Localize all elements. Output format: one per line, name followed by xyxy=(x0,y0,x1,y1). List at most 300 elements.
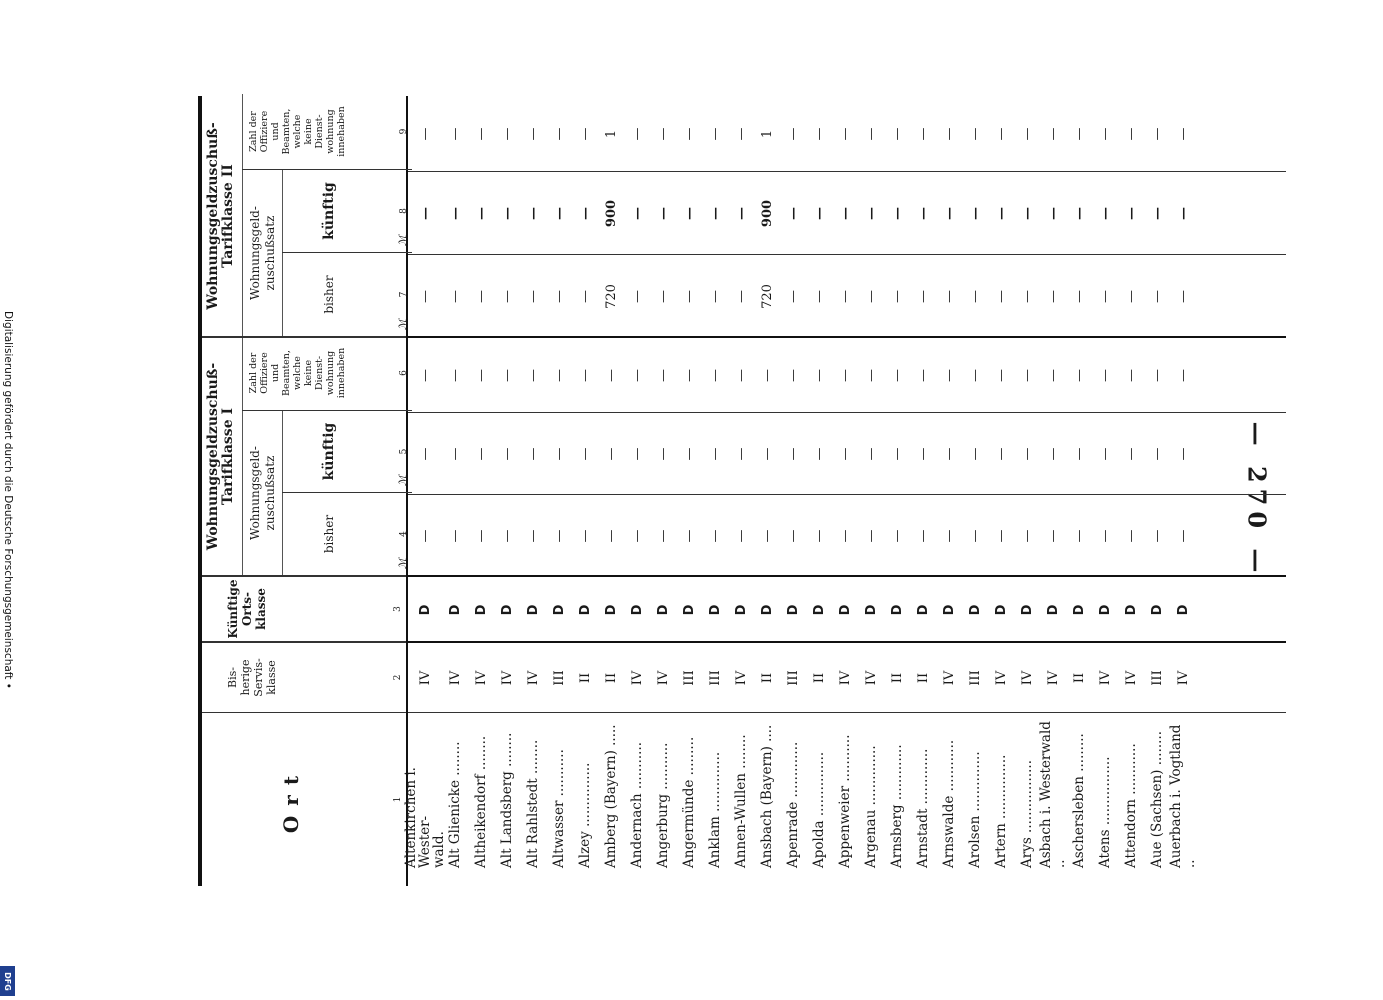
cell-tk2-zahl: — xyxy=(785,127,801,141)
cell-tk2-bisher: — xyxy=(967,290,983,303)
cell-kuenftige: D xyxy=(1175,604,1191,616)
unit-8: ℳ xyxy=(398,235,409,246)
cell-bisherige: IV xyxy=(525,670,541,686)
cell-tk1-kuenftig: — xyxy=(1175,447,1191,461)
table-row xyxy=(468,96,494,886)
cell-bisherige: IV xyxy=(417,670,433,686)
cell-tk1-kuenftig: — xyxy=(1149,447,1165,461)
cell-ort: Ansbach (Bayern) .... xyxy=(759,724,775,868)
table-header xyxy=(198,96,408,886)
cell-kuenftige: D xyxy=(863,604,879,616)
cell-tk1-zahl: — xyxy=(785,369,801,382)
cell-tk1-bisher: — xyxy=(525,529,541,543)
cell-tk2-bisher: — xyxy=(707,290,723,303)
header-kuenftige-label: Künftige Orts- klasse xyxy=(226,579,268,639)
page-number: — 270 — xyxy=(1242,421,1272,579)
cell-tk1-zahl: — xyxy=(915,369,931,382)
cell-tk2-kuenftig: — xyxy=(1019,207,1035,220)
cell-tk1-zahl: — xyxy=(733,369,749,382)
cell-tk1-kuenftig: — xyxy=(889,447,905,461)
table-row xyxy=(936,96,962,886)
cell-tk1-kuenftig: — xyxy=(417,447,433,461)
cell-tk1-bisher: — xyxy=(759,529,775,543)
cell-ort: Alzey ............... xyxy=(577,762,593,868)
cell-tk1-zahl: — xyxy=(417,369,433,382)
cell-tk1-zahl: — xyxy=(551,369,567,382)
table-row xyxy=(546,96,572,886)
cell-tk1-bisher: — xyxy=(941,529,957,543)
header-tk2-satz xyxy=(242,170,412,336)
cell-tk1-zahl: — xyxy=(499,369,515,382)
header-tk1-zahl-label: Zahl der Offiziere und Beamten, welche keine Dienst- wohnung innehaben xyxy=(248,347,347,399)
cell-bisherige: II xyxy=(603,672,619,684)
cell-tk2-bisher: — xyxy=(993,290,1009,303)
cell-tk1-kuenftig: — xyxy=(759,447,775,461)
cell-tk2-zahl: — xyxy=(1097,127,1113,141)
table-row xyxy=(962,96,988,886)
cell-tk1-zahl: — xyxy=(525,369,541,382)
cell-tk2-kuenftig: — xyxy=(941,207,957,220)
colnum-5: 5 xyxy=(399,448,409,455)
table-row xyxy=(520,96,546,886)
cell-tk1-bisher: — xyxy=(1019,529,1035,543)
cell-bisherige: IV xyxy=(1045,670,1061,686)
table-row xyxy=(1118,96,1144,886)
cell-tk1-zahl: — xyxy=(577,369,593,382)
table-row xyxy=(832,96,858,886)
cell-tk2-kuenftig: — xyxy=(915,207,931,220)
cell-tk2-kuenftig: — xyxy=(499,207,515,220)
cell-tk2-bisher: — xyxy=(1149,290,1165,303)
cell-tk2-zahl: — xyxy=(941,127,957,141)
cell-tk2-zahl: — xyxy=(1045,127,1061,141)
cell-kuenftige: D xyxy=(915,604,931,616)
cell-ort: Arolsen .............. xyxy=(967,751,983,868)
cell-tk1-bisher: — xyxy=(655,529,671,543)
cell-ort: Amberg (Bayern) ..... xyxy=(603,724,619,868)
cell-tk1-zahl: — xyxy=(889,369,905,382)
cell-tk2-zahl: — xyxy=(1123,127,1139,141)
cell-tk1-kuenftig: — xyxy=(863,447,879,461)
cell-kuenftige: D xyxy=(655,604,671,616)
cell-tk2-kuenftig: — xyxy=(967,207,983,220)
cell-kuenftige: D xyxy=(993,604,1009,616)
cell-tk2-zahl: 1 xyxy=(759,129,775,139)
table-row xyxy=(650,96,676,886)
cell-ort: Attendorn ............ xyxy=(1123,743,1139,868)
cell-tk1-zahl: — xyxy=(993,369,1009,382)
cell-tk2-zahl: — xyxy=(499,127,515,141)
cell-tk1-kuenftig: — xyxy=(993,447,1009,461)
table-row xyxy=(494,96,520,886)
cell-tk2-zahl: — xyxy=(551,127,567,141)
cell-tk1-zahl: — xyxy=(603,369,619,382)
cell-tk2-bisher: — xyxy=(447,290,463,303)
cell-tk1-kuenftig: — xyxy=(811,447,827,461)
cell-tk1-bisher: — xyxy=(577,529,593,543)
cell-tk1-kuenftig: — xyxy=(1019,447,1035,461)
cell-kuenftige: D xyxy=(417,604,433,616)
cell-tk2-kuenftig: — xyxy=(447,207,463,220)
cell-tk2-bisher: 720 xyxy=(759,284,775,309)
cell-tk2-bisher: — xyxy=(785,290,801,303)
table-row xyxy=(780,96,806,886)
cell-tk1-kuenftig: — xyxy=(1045,447,1061,461)
colnum-2: 2 xyxy=(393,674,403,681)
cell-tk2-zahl: — xyxy=(655,127,671,141)
cell-tk2-zahl: — xyxy=(577,127,593,141)
cell-tk2-zahl: — xyxy=(915,127,931,141)
table-row xyxy=(754,96,780,886)
cell-tk1-bisher: — xyxy=(1175,529,1191,543)
header-tarifklasse-1 xyxy=(202,338,409,577)
dfg-logo: DFG xyxy=(0,966,15,996)
table-row xyxy=(1040,96,1066,886)
cell-tk2-zahl: — xyxy=(863,127,879,141)
cell-tk1-kuenftig: — xyxy=(525,447,541,461)
cell-tk1-bisher: — xyxy=(417,529,433,543)
cell-tk2-kuenftig: — xyxy=(785,207,801,220)
cell-tk2-kuenftig: — xyxy=(733,207,749,220)
cell-kuenftige: D xyxy=(603,604,619,616)
cell-tk2-bisher: — xyxy=(629,290,645,303)
cell-kuenftige: D xyxy=(759,604,775,616)
header-kuenftige xyxy=(202,577,406,643)
cell-kuenftige: D xyxy=(551,604,567,616)
cell-tk1-kuenftig: — xyxy=(967,447,983,461)
cell-kuenftige: D xyxy=(1097,604,1113,616)
cell-tk2-kuenftig: — xyxy=(629,207,645,220)
header-tk2-bisher xyxy=(282,253,412,336)
cell-tk1-kuenftig: — xyxy=(551,447,567,461)
cell-ort: Asbach i. Westerwald .. xyxy=(1038,721,1068,868)
table-row xyxy=(806,96,832,886)
table-row xyxy=(1170,96,1196,886)
cell-tk1-kuenftig: — xyxy=(473,447,489,461)
cell-tk1-kuenftig: — xyxy=(629,447,645,461)
cell-tk2-zahl: — xyxy=(681,127,697,141)
cell-tk2-zahl: — xyxy=(629,127,645,141)
dfg-credit-text: Digitalisierung gefördert durch die Deutsche Forschungsgemeinschaft • xyxy=(2,311,14,689)
header-tk1-bisher-label: bisher xyxy=(322,514,336,554)
cell-tk1-bisher: — xyxy=(707,529,723,543)
cell-tk2-bisher: — xyxy=(525,290,541,303)
cell-tk1-kuenftig: — xyxy=(1071,447,1087,461)
cell-bisherige: II xyxy=(759,672,775,684)
table-row xyxy=(884,96,910,886)
cell-tk2-zahl: — xyxy=(1071,127,1087,141)
cell-kuenftige: D xyxy=(941,604,957,616)
table-row xyxy=(624,96,650,886)
colnum-3: 3 xyxy=(393,606,403,612)
cell-tk2-kuenftig: — xyxy=(707,207,723,220)
header-tk2-satz-label: Wohnungsgeld- zuschußsatz xyxy=(248,206,277,300)
cell-ort: Artern ............... xyxy=(993,754,1009,868)
cell-bisherige: II xyxy=(811,672,827,684)
cell-kuenftige: D xyxy=(499,604,515,616)
header-bisherige-label: Bis- herige Servis- klasse xyxy=(226,658,278,697)
cell-tk2-kuenftig: — xyxy=(655,207,671,220)
cell-tk1-bisher: — xyxy=(1097,529,1113,543)
header-tk1-kuenftig xyxy=(282,411,412,493)
cell-tk1-zahl: — xyxy=(1071,369,1087,382)
cell-tk1-kuenftig: — xyxy=(681,447,697,461)
cell-tk2-bisher: — xyxy=(417,290,433,303)
unit-4: ℳ xyxy=(398,558,409,569)
cell-tk1-zahl: — xyxy=(447,369,463,382)
cell-kuenftige: D xyxy=(577,604,593,616)
header-tk1-kuenftig-label: künftig xyxy=(321,422,337,481)
cell-bisherige: III xyxy=(707,670,723,686)
cell-tk2-bisher: — xyxy=(577,290,593,303)
table-row xyxy=(442,96,468,886)
header-tk1-satz-label: Wohnungsgeld- zuschußsatz xyxy=(248,446,277,540)
cell-tk2-kuenftig: — xyxy=(1071,207,1087,220)
cell-tk1-bisher: — xyxy=(551,529,567,543)
cell-tk2-zahl: — xyxy=(1019,127,1035,141)
cell-tk2-bisher: — xyxy=(941,290,957,303)
cell-tk2-zahl: — xyxy=(525,127,541,141)
header-tk1-satz xyxy=(242,411,412,575)
cell-tk2-zahl: — xyxy=(707,127,723,141)
table-row xyxy=(910,96,936,886)
cell-tk1-zahl: — xyxy=(1019,369,1035,382)
cell-kuenftige: D xyxy=(1019,604,1035,616)
cell-tk1-kuenftig: — xyxy=(1097,447,1113,461)
cell-bisherige: IV xyxy=(1019,670,1035,686)
header-tk2-zahl-label: Zahl der Offiziere und Beamten, welche keine Dienst- wohnung innehaben xyxy=(248,106,347,157)
unit-5: ℳ xyxy=(398,475,409,486)
cell-tk1-zahl: — xyxy=(629,369,645,382)
colnum-6: 6 xyxy=(399,370,409,376)
cell-tk1-bisher: — xyxy=(499,529,515,543)
cell-ort: Appenweier ........... xyxy=(837,734,853,868)
cell-tk2-bisher: — xyxy=(1071,290,1087,303)
cell-tk1-zahl: — xyxy=(837,369,853,382)
cell-tk1-bisher: — xyxy=(1149,529,1165,543)
cell-tk1-zahl: — xyxy=(681,369,697,382)
cell-tk1-bisher: — xyxy=(603,529,619,543)
cell-tk2-bisher: — xyxy=(655,290,671,303)
cell-tk1-kuenftig: — xyxy=(707,447,723,461)
cell-tk2-kuenftig: — xyxy=(1045,207,1061,220)
cell-tk2-kuenftig: — xyxy=(1175,207,1191,220)
table-row xyxy=(403,96,447,886)
cell-ort: Alt Glienicke ........ xyxy=(447,741,463,868)
cell-tk1-bisher: — xyxy=(785,529,801,543)
cell-bisherige: III xyxy=(1149,670,1165,686)
header-bisherige xyxy=(202,643,406,713)
cell-tk2-kuenftig: — xyxy=(1097,207,1113,220)
cell-bisherige: IV xyxy=(733,670,749,686)
cell-tk1-kuenftig: — xyxy=(655,447,671,461)
cell-tk2-zahl: 1 xyxy=(603,129,619,139)
cell-tk2-zahl: — xyxy=(733,127,749,141)
colnum-4: 4 xyxy=(399,531,409,537)
cell-tk1-zahl: — xyxy=(707,369,723,382)
cell-tk2-zahl: — xyxy=(1149,127,1165,141)
header-tarifklasse-2 xyxy=(202,96,409,338)
header-ort xyxy=(202,713,406,886)
cell-tk1-bisher: — xyxy=(681,529,697,543)
cell-tk2-zahl: — xyxy=(1175,127,1191,141)
cell-bisherige: II xyxy=(889,672,905,684)
cell-tk2-zahl: — xyxy=(889,127,905,141)
cell-ort: Alt Landsberg ........ xyxy=(499,732,515,868)
cell-bisherige: IV xyxy=(1097,670,1113,686)
cell-tk2-kuenftig: — xyxy=(417,207,433,220)
cell-tk1-zahl: — xyxy=(1045,369,1061,382)
cell-tk2-bisher: — xyxy=(473,290,489,303)
table-row xyxy=(1092,96,1118,886)
cell-tk1-zahl: — xyxy=(759,369,775,382)
header-tk2-kuenftig xyxy=(282,170,412,253)
cell-tk1-kuenftig: — xyxy=(941,447,957,461)
header-tk2-kuenftig-label: künftig xyxy=(321,182,337,240)
cell-ort: Altenkirchen i. Wester- wald. xyxy=(403,767,447,868)
cell-tk2-kuenftig: — xyxy=(525,207,541,220)
colnum-1: 1 xyxy=(393,796,403,803)
cell-tk1-kuenftig: — xyxy=(577,447,593,461)
cell-tk2-bisher: 720 xyxy=(603,284,619,309)
cell-tk1-zahl: — xyxy=(1149,369,1165,382)
cell-tk1-bisher: — xyxy=(629,529,645,543)
cell-ort: Auerbach i. Vogtland .. xyxy=(1168,724,1198,868)
cell-tk1-zahl: — xyxy=(967,369,983,382)
header-tk2-bisher-label: bisher xyxy=(322,275,336,314)
cell-tk2-bisher: — xyxy=(1097,290,1113,303)
cell-kuenftige: D xyxy=(889,604,905,616)
cell-ort: Anklam .............. xyxy=(707,751,723,868)
cell-bisherige: IV xyxy=(837,670,853,686)
cell-tk1-bisher: — xyxy=(993,529,1009,543)
cell-kuenftige: D xyxy=(473,604,489,616)
cell-tk1-zahl: — xyxy=(473,369,489,382)
cell-kuenftige: D xyxy=(707,604,723,616)
cell-tk2-bisher: — xyxy=(551,290,567,303)
cell-tk2-kuenftig: 900 xyxy=(759,199,775,228)
cell-tk1-kuenftig: — xyxy=(837,447,853,461)
cell-kuenftige: D xyxy=(447,604,463,616)
cell-tk2-zahl: — xyxy=(837,127,853,141)
cell-ort: Aue (Sachsen) ........ xyxy=(1149,730,1165,868)
cell-kuenftige: D xyxy=(785,604,801,616)
cell-tk1-kuenftig: — xyxy=(915,447,931,461)
cell-bisherige: IV xyxy=(629,670,645,686)
cell-ort: Altheikendorf ........ xyxy=(473,735,489,868)
cell-tk2-bisher: — xyxy=(1045,290,1061,303)
cell-tk2-kuenftig: — xyxy=(473,207,489,220)
cell-bisherige: IV xyxy=(993,670,1009,686)
cell-tk2-kuenftig: — xyxy=(551,207,567,220)
cell-ort: Alt Rahlstedt ........ xyxy=(525,739,541,868)
cell-tk2-bisher: — xyxy=(811,290,827,303)
cell-tk2-zahl: — xyxy=(993,127,1009,141)
cell-ort: Arnswalde ............ xyxy=(941,739,957,868)
cell-tk2-bisher: — xyxy=(1175,290,1191,303)
cell-bisherige: II xyxy=(915,672,931,684)
cell-kuenftige: D xyxy=(811,604,827,616)
table-row xyxy=(1066,96,1092,886)
cell-kuenftige: D xyxy=(1071,604,1087,616)
cell-tk2-kuenftig: 900 xyxy=(603,199,619,228)
cell-bisherige: II xyxy=(1071,672,1087,684)
table-row xyxy=(728,96,754,886)
header-tk1-title: Wohnungsgeldzuschuß- Tarifklasse I xyxy=(205,362,236,551)
cell-ort: Apolda ............... xyxy=(811,751,827,868)
table-row xyxy=(988,96,1014,886)
colnum-7: 7 xyxy=(399,291,409,298)
cell-bisherige: III xyxy=(967,670,983,686)
cell-tk1-bisher: — xyxy=(1123,529,1139,543)
cell-tk2-kuenftig: — xyxy=(837,207,853,220)
cell-tk1-zahl: — xyxy=(941,369,957,382)
table-body xyxy=(403,96,1286,886)
cell-tk2-zahl: — xyxy=(417,127,433,141)
table-row xyxy=(702,96,728,886)
header-tk1-zahl xyxy=(242,336,412,411)
cell-tk2-bisher: — xyxy=(915,290,931,303)
cell-tk1-bisher: — xyxy=(733,529,749,543)
cell-tk1-kuenftig: — xyxy=(733,447,749,461)
cell-tk2-bisher: — xyxy=(837,290,853,303)
cell-ort: Angermünde ......... xyxy=(681,736,697,868)
table-row xyxy=(572,96,598,886)
colnum-8: 8 xyxy=(399,208,409,214)
cell-tk1-bisher: — xyxy=(811,529,827,543)
cell-tk1-kuenftig: — xyxy=(1123,447,1139,461)
cell-tk1-kuenftig: — xyxy=(785,447,801,461)
cell-bisherige: IV xyxy=(655,670,671,686)
cell-tk2-zahl: — xyxy=(447,127,463,141)
cell-tk2-kuenftig: — xyxy=(863,207,879,220)
cell-tk1-bisher: — xyxy=(1071,529,1087,543)
cell-ort: Atens ................ xyxy=(1097,756,1113,868)
cell-ort: Angerburg ........... xyxy=(655,742,671,868)
cell-tk1-bisher: — xyxy=(837,529,853,543)
header-tk1-bisher xyxy=(282,493,412,575)
header-ort-label: Ort xyxy=(279,765,303,834)
cell-tk2-bisher: — xyxy=(733,290,749,303)
table-row xyxy=(1014,96,1040,886)
cell-bisherige: III xyxy=(785,670,801,686)
cell-tk1-zahl: — xyxy=(1123,369,1139,382)
cell-tk1-zahl: — xyxy=(863,369,879,382)
cell-tk2-zahl: — xyxy=(967,127,983,141)
cell-tk1-zahl: — xyxy=(811,369,827,382)
cell-kuenftige: D xyxy=(629,604,645,616)
cell-bisherige: IV xyxy=(1175,670,1191,686)
cell-kuenftige: D xyxy=(525,604,541,616)
cell-tk1-zahl: — xyxy=(1097,369,1113,382)
table-row xyxy=(598,96,624,886)
cell-tk2-zahl: — xyxy=(811,127,827,141)
cell-tk1-bisher: — xyxy=(473,529,489,543)
cell-tk1-bisher: — xyxy=(447,529,463,543)
cell-tk1-kuenftig: — xyxy=(499,447,515,461)
servis-table xyxy=(198,96,1286,886)
cell-tk2-bisher: — xyxy=(681,290,697,303)
cell-tk1-zahl: — xyxy=(655,369,671,382)
cell-tk2-bisher: — xyxy=(889,290,905,303)
cell-bisherige: IV xyxy=(1123,670,1139,686)
cell-tk1-kuenftig: — xyxy=(447,447,463,461)
cell-ort: Annen-Wullen ........ xyxy=(733,734,749,868)
cell-tk2-kuenftig: — xyxy=(1123,207,1139,220)
cell-tk2-kuenftig: — xyxy=(889,207,905,220)
cell-kuenftige: D xyxy=(681,604,697,616)
cell-kuenftige: D xyxy=(1045,604,1061,616)
